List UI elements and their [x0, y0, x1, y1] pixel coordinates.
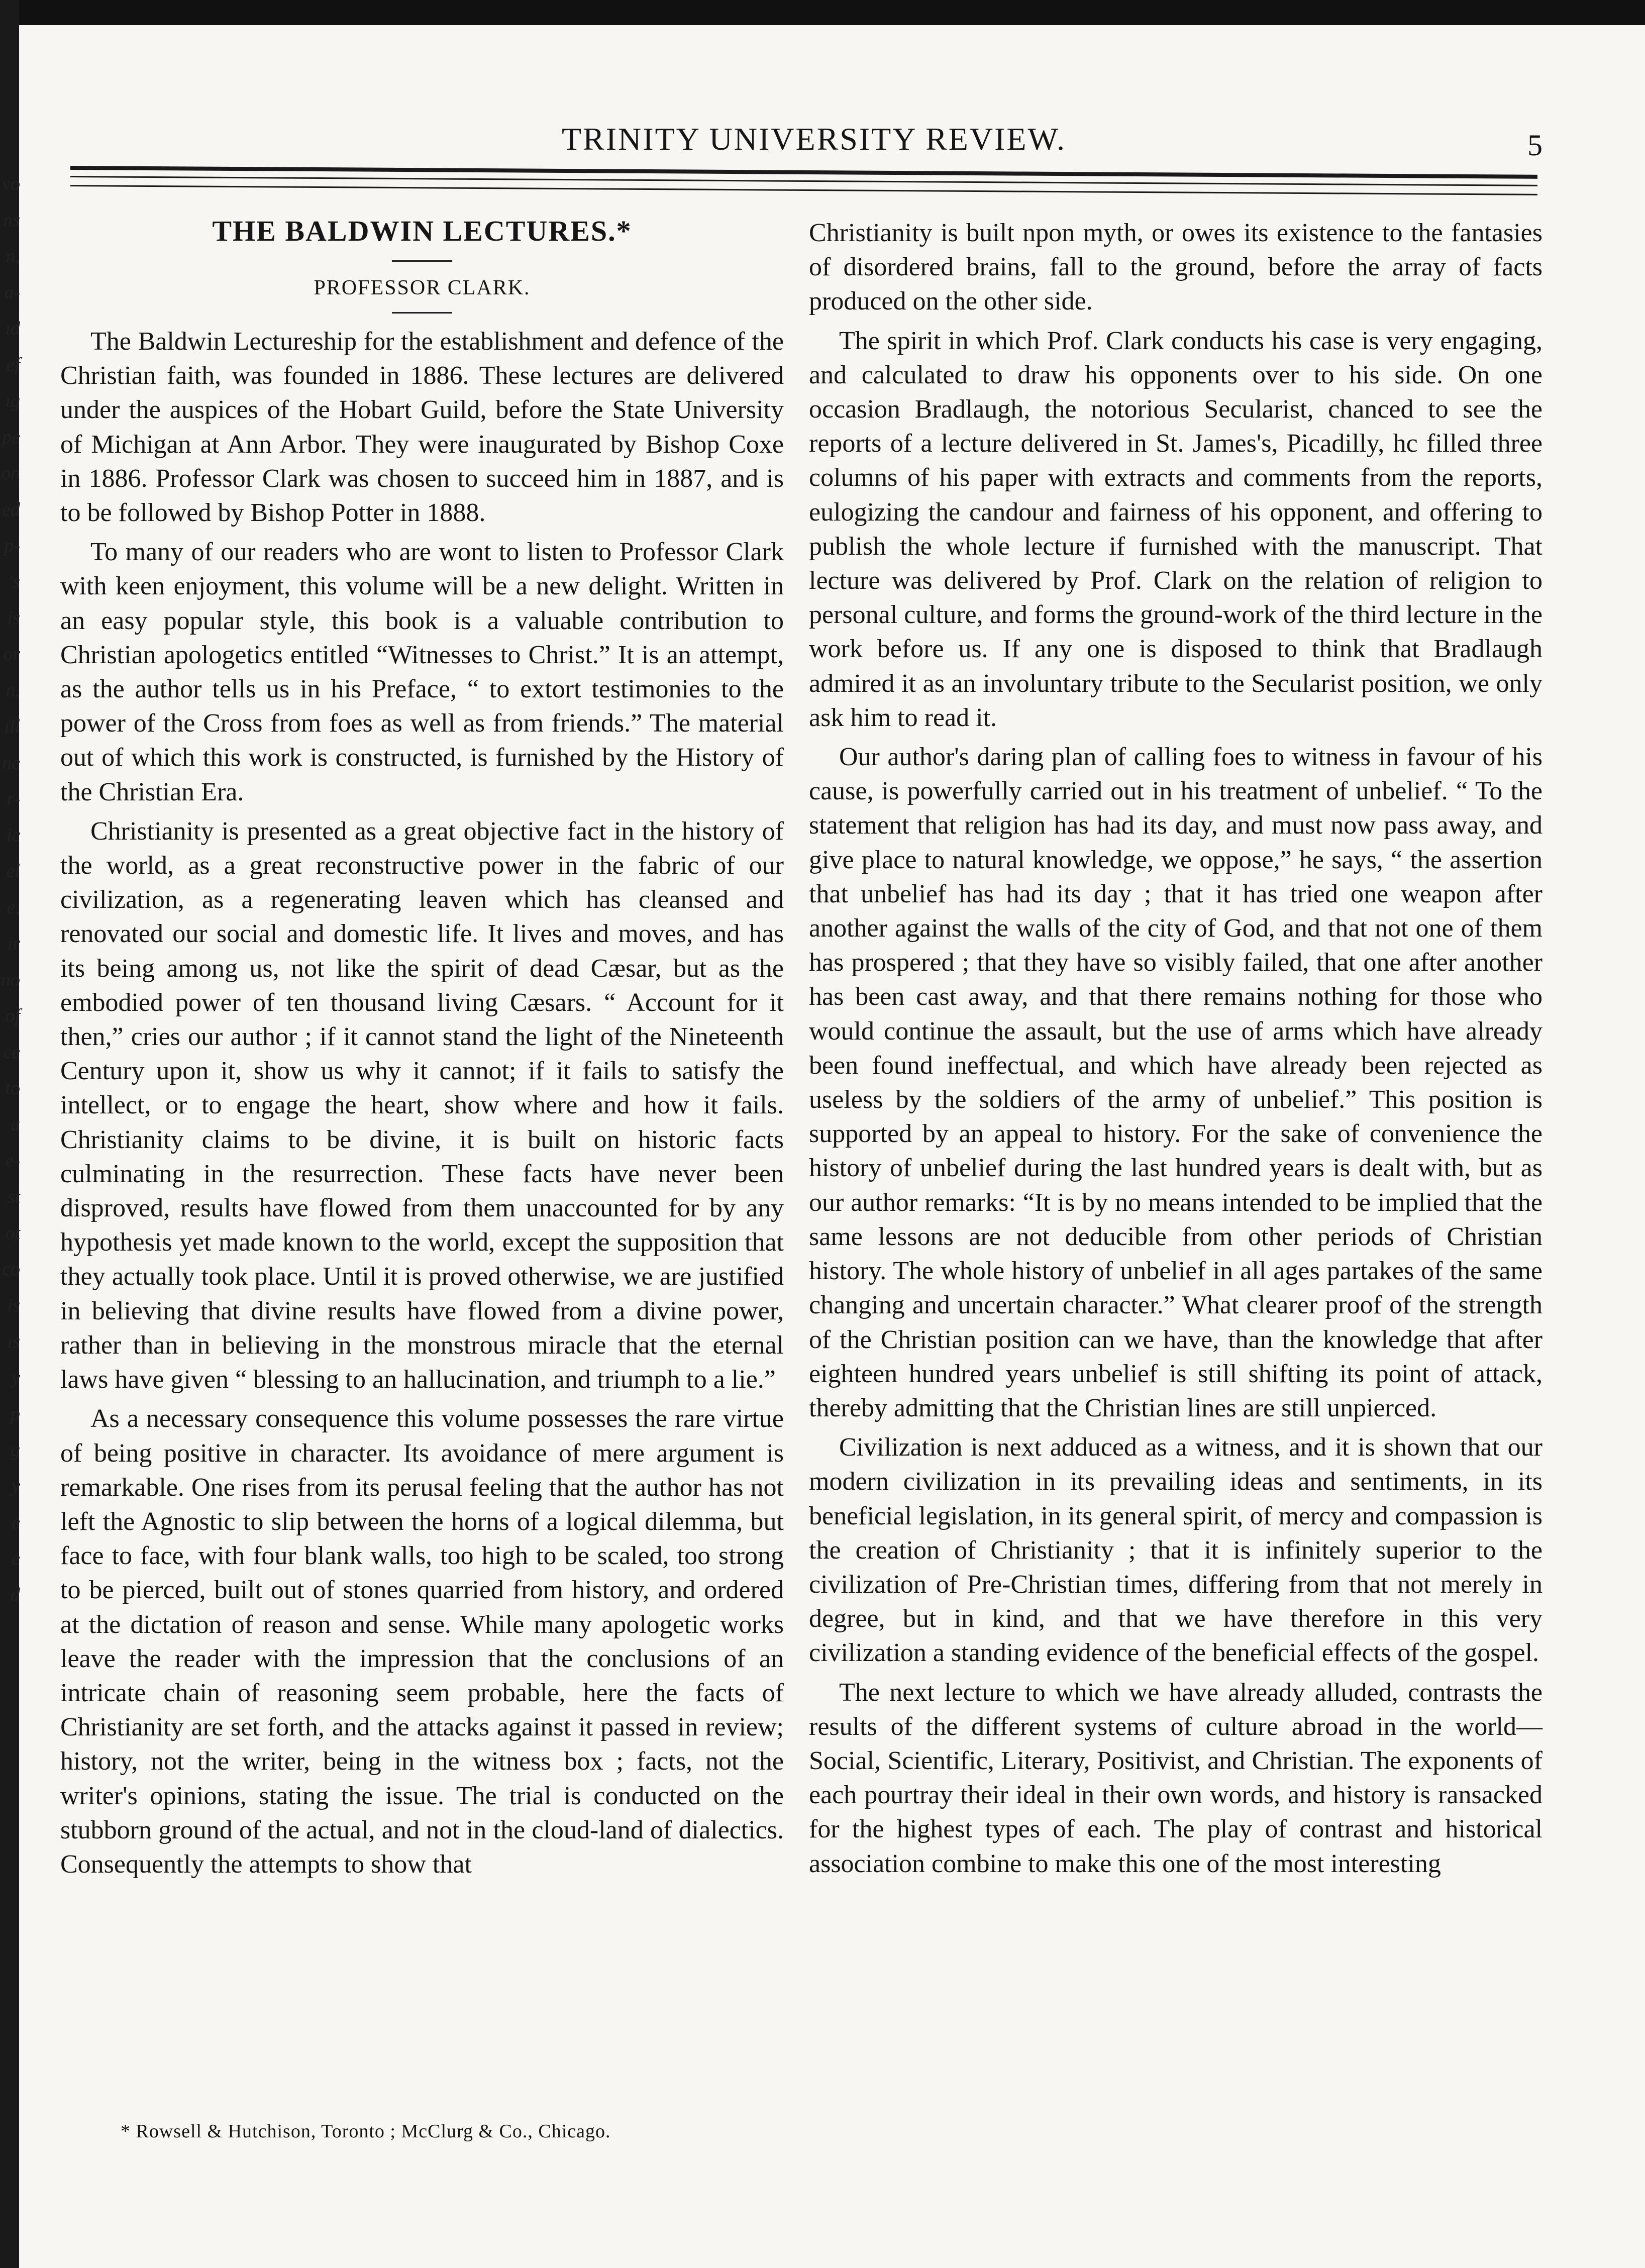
- margin-fragment: e,: [7, 897, 20, 918]
- margin-fragment: is: [7, 607, 20, 629]
- margin-fragment: y: [12, 1367, 20, 1388]
- byline-rule: [392, 312, 452, 314]
- margin-fragment: a: [11, 1114, 20, 1135]
- paragraph-continuation: Christianity is built npon myth, or owes its existence to the fantasies of disordered brains, fall to the ground, before the array of facts produced on the other side.: [809, 219, 1543, 316]
- margin-fragment: e-: [5, 1150, 20, 1171]
- margin-fragment: g: [11, 1439, 20, 1461]
- margin-fragment: on: [1, 463, 20, 484]
- margin-fragment: ce: [3, 1042, 20, 1063]
- margin-fragment: ıll: [4, 716, 20, 737]
- margin-fragment: el: [6, 861, 20, 882]
- article-title: THE BALDWIN LECTURES.*: [212, 215, 632, 247]
- margin-fragment: ns: [3, 210, 20, 231]
- footnote: * Rowsell & Hutchison, Toronto ; McClurg & Co., Chicago.: [121, 2121, 611, 2142]
- margin-fragment: co: [2, 1259, 20, 1280]
- paragraph: To many of our readers who are wont to listen to Professor Clark with keen enjoyment, this volume will be a new delight. Written in an easy popular style, this book is a valuable contribution to Christian apologetics entitled “Witnesses to Christ.” It is an attempt, as the author tells us in his Preface, “ to extort testimonies to the power of the Cross from foes as well as from friends.” The material out of which this work is constructed, is furnished by the History of the Christian Era.: [60, 538, 784, 806]
- margin-fragment: d: [11, 1584, 20, 1605]
- margin-fragment: ic: [6, 824, 20, 846]
- running-title: TRINITY UNIVERSITY REVIEW.: [561, 121, 1067, 157]
- margin-fragment: ot: [5, 1222, 20, 1244]
- margin-fragment: e: [12, 1548, 20, 1569]
- margin-fragment: r-: [7, 788, 20, 809]
- margin-fragment: ir: [7, 933, 20, 954]
- margin-fragment: a-: [4, 282, 20, 303]
- margin-fragment: pe: [2, 427, 20, 448]
- margin-fragment: ıs: [7, 1331, 20, 1352]
- margin-fragment: of: [5, 1005, 20, 1026]
- margin-fragment: n,: [6, 680, 20, 701]
- margin-fragment: ed: [2, 499, 20, 520]
- adjacent-page-margin-fragments: [0, 166, 20, 1613]
- margin-fragment: y: [12, 1476, 20, 1497]
- left-column: [60, 211, 784, 1887]
- paragraph: Christianity is presented as a great objective fact in the history of the world, as a great reconstructive power in the fabric of our civilization, as a regenerating leaven which has cleansed and renovated our social and domestic life. It lives and moves, and has its being among us, not like the spirit of dead Cæsar, but as the embodied power of ten thousand living Cæsars. “ Account for it then,” cries our author ; if it cannot stand the light of the Nineteenth Century upon it, show us why it cannot; if it fails to satisfy the intellect, or to engage the heart, show where and how it fails. Christianity claims to be divine, it is built on historic facts culminating in the resurrection. These facts have never been disproved, results have flowed from them unaccounted for by any hypothesis yet made known to the world, except the supposition that they actually took place. Until it is proved otherwise, we are justified in believing that divine results have flowed from a divine power, rather than in believing in the monstrous miracle that the eternal laws have given “ blessing to an hallucination, and triumph to a lie.”: [60, 816, 784, 1394]
- margin-fragment: e: [12, 1512, 20, 1533]
- margin-fragment: ef: [6, 354, 20, 375]
- paragraph: The spirit in which Prof. Clark conducts his case is very engaging, and calculated to draw his opponents over to his side. On one occasion Bradlaugh, the notorious Secularist, chanced to see the reports of a lecture delivered in St. James's, Picadilly, hc filled three columns of his paper with extracts and comments from the reports, eulogizing the candour and fairness of his opponent, and offering to publish the whole lecture if furnished with the manuscript. That lecture was delivered by Prof. Clark on the relation of religion to personal culture, and forms the ground-work of the third lecture in the work before us. If any one is disposed to think that Bradlaugh admired it as an involuntary tribute to the Secularist position, we only ask him to read it.: [809, 326, 1543, 732]
- margin-fragment: st: [7, 1186, 20, 1207]
- margin-fragment: vo: [2, 173, 20, 194]
- scan-top-edge: [0, 0, 1645, 25]
- paragraph: Civilization is next adduced as a witness, and it is shown that our modern civilization in its prevailing ideas and sentiments, in its beneficial legislation, in its general spirit, of mercy and compassion is the creation of Christianity ; that it is infinitely superior to the civilization of Pre-Christian times, differing from that not merely in degree, but in kind, and that we have therefore in this very civilization a standing evidence of the beneficial effects of the gospel.: [809, 1433, 1543, 1668]
- margin-fragment: n,: [6, 246, 20, 267]
- margin-fragment: or: [3, 644, 20, 665]
- byline: PROFESSOR CLARK.: [314, 276, 531, 299]
- title-rule: [392, 260, 452, 262]
- margin-fragment: 's: [9, 571, 20, 592]
- page-number: 5: [1527, 129, 1543, 162]
- paragraph: As a necessary consequence this volume possesses the rare virtue of being positive in character. Its avoidance of mere argument is remarkable. One rises from its perusal feeling that the author has not left the Agnostic to slip between the horns of a logical dilemma, but face to face, with four blank walls, too high to be scaled, too strong to be pierced, built out of stones quarried from history, and ordered at the dictation of reason and sense. While many apologetic works leave the reader with the impression that the conclusions of an intricate chain of reasoning seem probable, here the facts of Christianity are set forth, and the attacks against it passed in review; history, not the writer, being in the witness box ; facts, not the writer's opinions, stating the issue. The trial is conducted on the stubborn ground of the actual, and not in the cloud-land of dialectics. Consequently the attempts to show that: [60, 1404, 784, 1879]
- margin-fragment: to: [5, 1078, 20, 1099]
- paragraph: Our author's daring plan of calling foes to witness in favour of his cause, is powerfully carried out in his treatment of unbelief. “ To the statement that religion has had its day, and must now pass away, and give place to natural knowledge, we oppose,” he says, “ the assertion that unbelief has had its day ; that it has tried one weapon after another against the walls of the city of God, and that not one of them has prospered ; that they have so visibly failed, that one after another has been cast away, and that there remains nothing for those who would continue the assault, but the use of arms which have already been found ineffectual, and which have already been rejected as useless by the soldiers of the army of unbelief.” This position is supported by an appeal to history. For the sake of convenience the history of unbelief during the last hundred years is dealt with, but as our author remarks: “It is by no means intended to be implied that the same lessons are not deducible from other periods of Christian history. The whole history of unbelief in all ages partakes of the same changing and uncertain character.” What clearer proof of the strength of the Christian position can we have, than the knowledge that after eighteen hundred years unbelief is still shifting its point of attack, thereby admitting that the Christian lines are still unpierced.: [809, 743, 1543, 1422]
- margin-fragment: no: [1, 969, 20, 990]
- paragraph: The Baldwin Lectureship for the establishment and defence of the Christian faith, was founded in 1886. These lectures are delivered under the auspices of the Hobart Guild, before the State University of Michigan at Ann Arbor. They were inaugurated by Bishop Coxe in 1886. Professor Clark was chosen to succeed him in 1887, and is to be followed by Bishop Potter in 1888.: [60, 327, 784, 528]
- paragraph: The next lecture to which we have already alluded, contrasts the results of the different systems of culture abroad in the world—Social, Scientific, Literary, Positivist, and Christian. The exponents of each pourtray their ideal in their own words, and history is ransacked for the highest types of each. The play of contrast and historical association combine to make this one of the most interesting: [809, 1678, 1543, 1878]
- right-column: [809, 216, 1543, 1886]
- margin-fragment: ıd: [5, 318, 20, 339]
- header-rule-thin-2: [70, 185, 1537, 195]
- margin-fragment: ne: [2, 752, 20, 773]
- margin-fragment: p: [11, 1403, 20, 1424]
- margin-fragment: ıg: [5, 390, 20, 411]
- margin-fragment: is: [7, 1295, 20, 1316]
- margin-fragment: p-: [4, 535, 20, 556]
